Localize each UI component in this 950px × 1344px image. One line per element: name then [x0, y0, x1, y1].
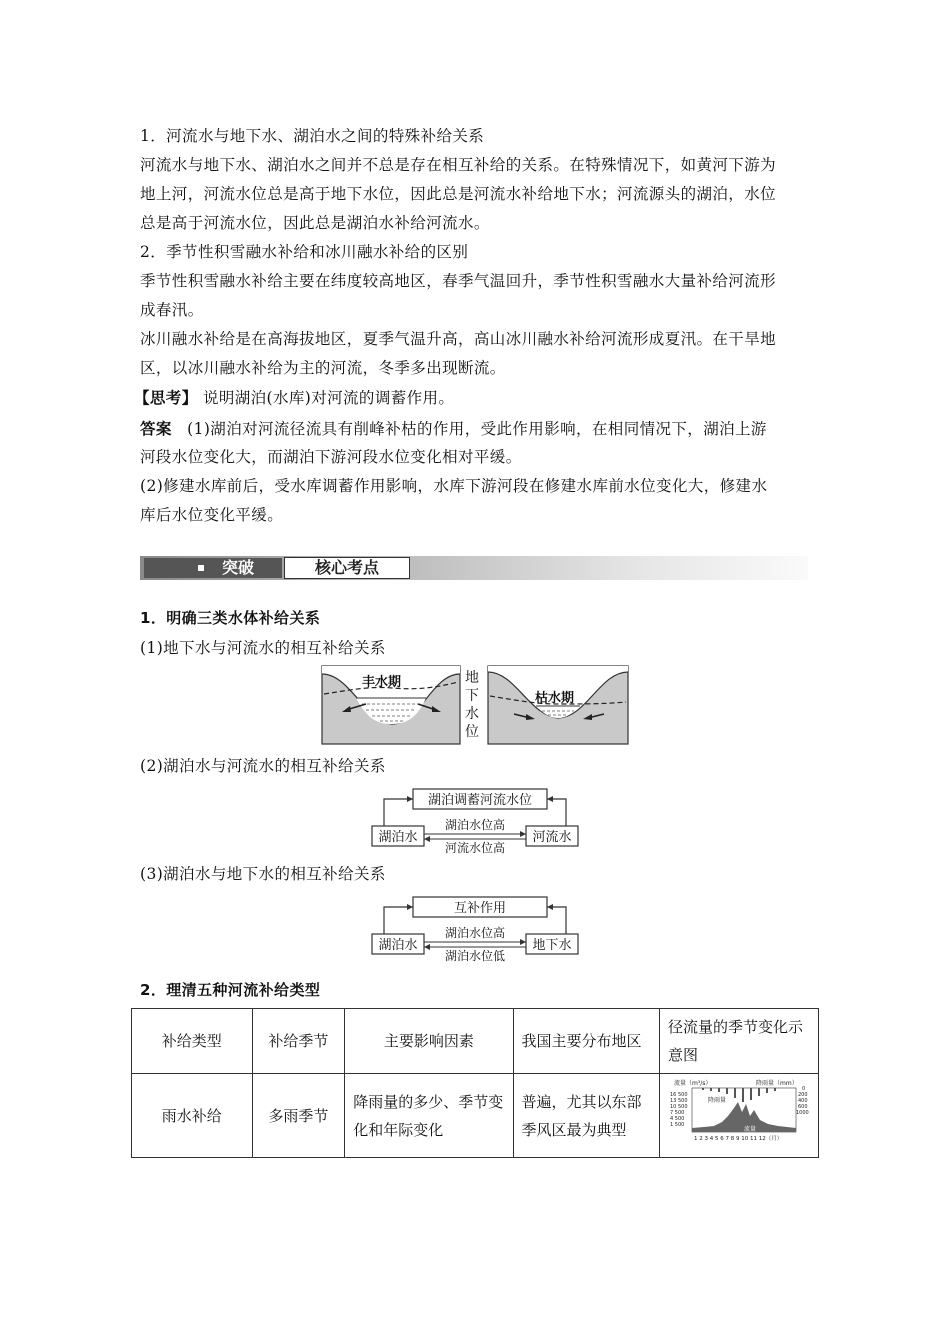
table-cell-chart [659, 1074, 818, 1158]
section2-line: 成春汛。 [140, 301, 204, 319]
fig1-mid-char: 水 [465, 706, 479, 722]
section1-line: 河流水与地下水、湖泊水之间并不总是存在相互补给的关系。在特殊情况下，如黄河下游为 [140, 156, 777, 174]
table-header-cell: 径流量的季节变化示意图 [659, 1009, 818, 1074]
mini-y-tick: 13 500 [669, 1098, 688, 1104]
core-subheading-3: (3)湖泊水与地下水的相互补给关系 [140, 865, 386, 883]
table-header-cell: 主要影响因素 [345, 1009, 513, 1074]
mini-rain-label: 降雨量 [707, 1097, 726, 1104]
table-header-cell: 补给类型 [132, 1009, 253, 1074]
section2-line: 季节性积雪融水补给主要在纬度较高地区，春季气温回升，季节性积雪融水大量补给河流形 [140, 272, 777, 290]
mini-chart-right-label: 降雨量（mm） [755, 1080, 798, 1087]
answer-line [140, 414, 812, 444]
fig3-lower-label: 湖泊水位低 [444, 949, 506, 963]
fig1-mid-char: 位 [465, 724, 479, 740]
answer-line: 库后水位变化平缓。 [140, 506, 284, 524]
mini-flow-label: 流量 [743, 1126, 756, 1133]
square-bullet-icon [198, 565, 204, 571]
section1-heading: 1．河流水与地下水、湖泊水之间的特殊补给关系 [140, 127, 485, 145]
answer-text: (1)湖泊对河流径流具有削峰补枯的作用，受此作用影响，在相同情况下，湖泊上游 [187, 420, 767, 438]
answer-line: 河段水位变化大，而湖泊下游河段水位变化相对平缓。 [140, 448, 522, 466]
table-cell: 降雨量的多少、季节变化和年际变化 [345, 1074, 513, 1158]
mini-right-tick: 400 [797, 1098, 808, 1104]
runoff-seasonal-chart [664, 1076, 814, 1146]
fig3-right-box: 地下水 [532, 938, 572, 953]
table-header-cell: 我国主要分布地区 [513, 1009, 659, 1074]
fig1-right-label: 枯水期 [535, 691, 575, 706]
mini-y-tick: 16 500 [669, 1092, 688, 1098]
arrow-icon [520, 831, 526, 837]
mini-chart-left-label: 流量（m³/s） [673, 1080, 712, 1087]
fig3-top-box: 互补作用 [453, 901, 507, 916]
fig1-mid-char: 地 [465, 670, 479, 686]
banner-left-text: 突破 [222, 558, 255, 577]
fig3-upper-label: 湖泊水位高 [444, 926, 506, 940]
banner-left-block [144, 558, 282, 578]
arrow-icon [407, 796, 413, 802]
core-heading-1: 1．明确三类水体补给关系 [140, 609, 321, 627]
think-question [134, 383, 806, 413]
arrow-icon [547, 904, 553, 910]
table-cell: 普遍，尤其以东部季风区最为典型 [513, 1074, 659, 1158]
table-header-row [132, 1009, 819, 1074]
answer-label: 答案 [140, 419, 172, 438]
section-banner [140, 556, 808, 580]
arrow-icon [424, 836, 430, 842]
fig1-left-label: 丰水期 [362, 675, 402, 690]
fig3-left-box: 湖泊水 [378, 938, 418, 953]
fig1-mid-char: 下 [465, 688, 479, 704]
table-header-cell: 补给季节 [252, 1009, 345, 1074]
mini-right-tick: 600 [797, 1104, 808, 1110]
table-row [132, 1074, 819, 1158]
answer-line: (2)修建水库前后，受水库调蓄作用影响，水库下游河段在修建水库前水位变化大，修建水 [140, 477, 768, 495]
core-heading-2: 2．理清五种河流补给类型 [140, 981, 321, 999]
table-cell: 雨水补给 [132, 1074, 253, 1158]
arrow-icon [547, 796, 553, 802]
section1-line: 总是高于河流水位，因此总是湖泊水补给河流水。 [140, 214, 490, 232]
groundwater-river-figure [320, 664, 630, 746]
fig2-top-box: 湖泊调蓄河流水位 [427, 793, 533, 808]
lake-river-figure [368, 784, 584, 856]
supply-types-table [131, 1008, 819, 1158]
banner-right-text: 核心考点 [284, 557, 410, 579]
section2-line: 区，以冰川融水补给为主的河流，冬季多出现断流。 [140, 359, 506, 377]
arrow-icon [520, 939, 526, 945]
mini-right-tick: 0 [801, 1086, 806, 1092]
fig2-upper-label: 湖泊水位高 [444, 818, 506, 832]
section2-line: 冰川融水补给是在高海拔地区，夏季气温升高，高山冰川融水补给河流形成夏汛。在干旱地 [140, 330, 777, 348]
arrow-icon [424, 944, 430, 950]
mini-right-tick: 1000 [795, 1110, 809, 1116]
core-subheading-2: (2)湖泊水与河流水的相互补给关系 [140, 757, 386, 775]
section2-heading: 2．季节性积雪融水补给和冰川融水补给的区别 [140, 243, 469, 261]
think-label: 【思考】 [134, 388, 198, 407]
mini-right-tick: 200 [797, 1092, 808, 1098]
arrow-icon [407, 904, 413, 910]
section1-line: 地上河，河流水位总是高于地下水位，因此总是河流水补给地下水；河流源头的湖泊，水位 [140, 185, 777, 203]
think-text: 说明湖泊(水库)对河流的调蓄作用。 [202, 389, 455, 407]
fig2-lower-label: 河流水位高 [444, 841, 506, 855]
table-cell: 多雨季节 [252, 1074, 345, 1158]
fig2-right-box: 河流水 [532, 830, 572, 845]
mini-y-tick: 10 500 [669, 1104, 688, 1110]
lake-groundwater-figure [368, 892, 584, 964]
core-subheading-1: (1)地下水与河流水的相互补给关系 [140, 639, 386, 657]
mini-x-ticks: 1 2 3 4 5 6 7 8 9 10 11 12（月） [693, 1136, 783, 1142]
fig2-left-box: 湖泊水 [378, 830, 418, 845]
mini-y-tick: 1 500 [669, 1122, 685, 1128]
mini-y-tick: 7 500 [669, 1110, 685, 1116]
mini-y-tick: 4 500 [669, 1116, 685, 1122]
